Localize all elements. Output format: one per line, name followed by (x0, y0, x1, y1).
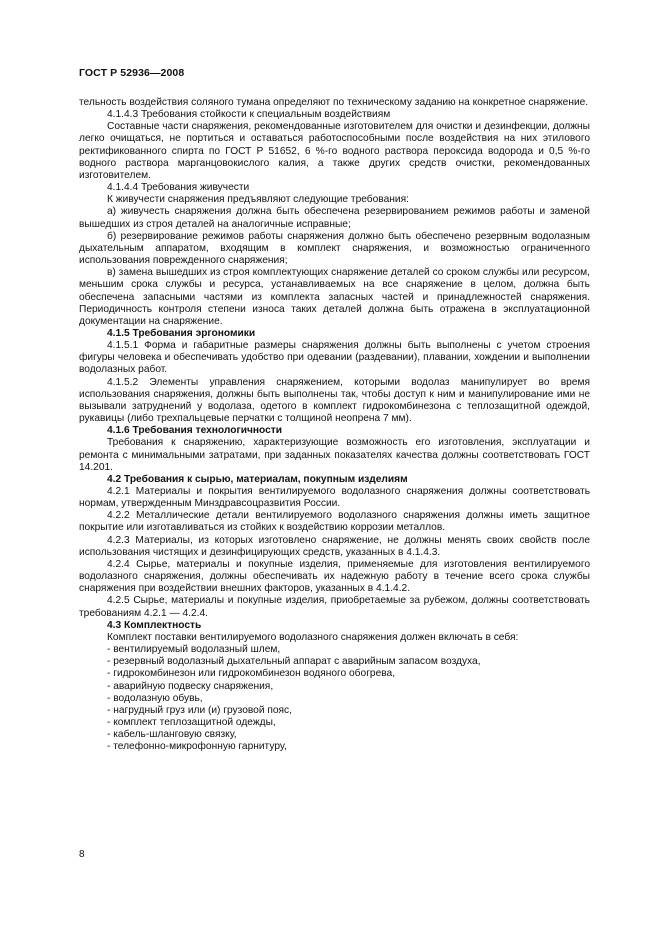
list-item: - телефонно-микрофонную гарнитуру, (107, 741, 287, 753)
body-paragraph: Требования к снаряжению, характеризующие возможность его изготовления, эксплуатации и ремонта с минимальными затратами, при заданных показателях качества должны соответствовать ГОСТ 14.201. (79, 437, 590, 473)
section-heading: 4.1.6 Требования технологичности (107, 425, 283, 437)
document-header: ГОСТ Р 52936—2008 (79, 67, 185, 79)
body-paragraph: 4.1.5.1 Форма и габаритные размеры снаряжения должны быть выполнены с учетом строения фигуры человека и обеспечивать удобство при одевании (раздевании), плавании, хождении и выполнении водолазных работ. (79, 340, 590, 376)
list-item: - гидрокомбинезон или гидрокомбинезон водяного обогрева, (107, 668, 396, 680)
list-item: - комплект теплозащитной одежды, (107, 716, 276, 728)
list-item: - нагрудный груз или (и) грузовой пояс, (107, 704, 292, 716)
section-heading: 4.1.5 Требования эргономики (107, 327, 256, 339)
subsection-heading: 4.1.4.3 Требования стойкости к специальным воздействиям (107, 109, 391, 121)
body-paragraph: 4.2.1 Материалы и покрытия вентилируемого водолазного снаряжения должны соответствовать нормам, утвержденным Минздравсоцразвития России. (79, 486, 590, 510)
body-paragraph: К живучести снаряжения предъявляют следующие требования: (107, 194, 409, 206)
list-item: - аварийную подвеску снаряжения, (107, 680, 274, 692)
body-paragraph: 4.2.5 Сырье, материалы и покупные изделия, приобретаемые за рубежом, должны соответствовать требованиям 4.2.1 — 4.2.4. (79, 595, 590, 619)
body-paragraph: а) живучесть снаряжения должна быть обеспечена резервированием режимов работы и заменой вышедших из строя деталей на аналогичные исправные; (79, 206, 590, 230)
list-item: - вентилируемый водолазный шлем, (107, 644, 281, 656)
body-paragraph: тельность воздействия соляного тумана определяют по техническому заданию на конкретное снаряжение. (79, 97, 589, 108)
body-paragraph: Комплект поставки вентилируемого водолазного снаряжения должен включать в себя: (107, 631, 519, 643)
body-paragraph: 4.2.3 Материалы, из которых изготовлено снаряжение, не должны менять своих свойств после использования чистящих и дезинфицирующих средств, указанных в 4.1.4.3. (79, 534, 590, 558)
page-number: 8 (79, 849, 85, 860)
subsection-heading: 4.1.4.4 Требования живучести (107, 182, 250, 194)
body-paragraph: 4.1.5.2 Элементы управления снаряжением, которыми водолаз манипулирует во время использования снаряжения, должны быть выполнены так, чтобы доступ к ним и манипулирование ими не вызывали затруднений у водолаза, одетого в комплект гидрокомбинезона с теплозащитной одеждой, рукавицы (либо трехпальцевые перчатки с толщиной неопрена 7 мм). (79, 376, 590, 425)
section-heading: 4.2 Требования к сырью, материалам, покупным изделиям (107, 473, 408, 485)
list-item: - водолазную обувь, (107, 692, 203, 704)
section-heading: 4.3 Комплектность (107, 619, 202, 631)
list-item: - резервный водолазный дыхательный аппарат с аварийным запасом воздуха, (107, 656, 481, 668)
document-body (79, 97, 590, 753)
body-paragraph: 4.2.2 Металлические детали вентилируемого водолазного снаряжения должны иметь защитное покрытие или изготавливаться из стойких к воздействию коррозии металлов. (79, 510, 590, 534)
list-item: - кабель-шланговую связку, (107, 729, 237, 741)
body-paragraph: б) резервирование режимов работы снаряжения должно быть обеспечено резервным водолазным дыхательным аппаратом, входящим в комплект снаряжения, и возможностью ограниченного использования поврежденного снаряжения; (79, 230, 590, 267)
body-paragraph: в) замена вышедших из строя комплектующих снаряжение деталей со сроком службы или ресурсом, меньшим срока службы и ресурса, устанавливаемых на все снаряжение в целом, должна быть обеспечена запасными частями из комплекта запасных частей и принадлежностей снаряжения. Периодичность контроля степени износа таких деталей должна быть отражена в эксплуатационной документации на снаряжение. (79, 267, 590, 327)
body-paragraph: 4.2.4 Сырье, материалы и покупные изделия, применяемые для изготовления вентилируемого водолазного снаряжения, должны обеспечивать их надежную работу в течение всего срока службы снаряжения при воздействии внешних факторов, указанных в 4.1.4.2. (79, 558, 590, 595)
body-paragraph: Составные части снаряжения, рекомендованные изготовителем для очистки и дезинфекции, должны легко очищаться, не портиться и оставаться работоспособными после воздействия на них этилового ректификованного спирта по ГОСТ Р 51652, 6 %-го водного раствора пероксида водорода и 0,5 %-го водного раствора марганцовокислого калия, а также других средств очистки, рекомендованных изготовителем. (79, 121, 590, 181)
